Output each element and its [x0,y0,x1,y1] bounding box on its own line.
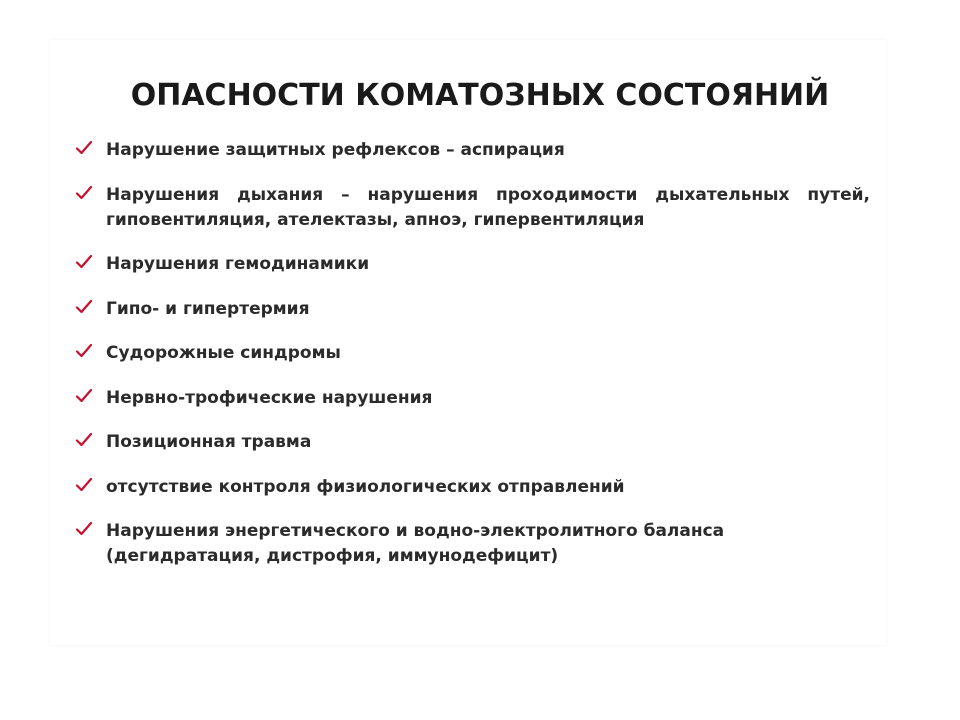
list-item-text: Нарушение защитных рефлексов – аспирация [106,140,565,160]
slide-title: ОПАСНОСТИ КОМАТОЗНЫХ СОСТОЯНИЙ [130,78,830,113]
list-item-text: Нервно-трофические нарушения [106,387,433,408]
list-item [75,341,870,366]
list-item [75,475,870,500]
list-item [75,183,870,233]
list-item-text: Гипо- и гипертермия [106,298,310,319]
checkmark-icon [75,184,93,202]
checkmark-icon [75,476,93,494]
list-item [75,430,870,455]
list-item-text: Позиционная травма [106,432,312,452]
list-item [75,138,870,163]
checkmark-icon [75,139,93,157]
list-item-text: Судорожные синдромы [106,343,341,363]
list-item-text: Нарушения энергетического и водно-электролитного баланса (дегидратация, дистрофия, иммунодефицит) [106,521,725,566]
checkmark-icon [75,431,93,449]
hazards-list [75,138,870,589]
list-item-text: Нарушения дыхания – нарушения проходимости дыхательных путей, гиповентиляция, ателектазы, апноэ, гипервентиляция [106,184,870,230]
list-item [75,386,870,411]
checkmark-icon [75,342,93,360]
list-item [75,252,870,277]
checkmark-icon [75,520,93,538]
list-item [75,297,870,322]
list-item-text: отсутствие контроля физиологических отправлений [106,476,625,497]
checkmark-icon [75,253,93,271]
checkmark-icon [75,298,93,316]
list-item [75,519,870,569]
list-item-text: Нарушения гемодинамики [106,254,370,274]
checkmark-icon [75,387,93,405]
